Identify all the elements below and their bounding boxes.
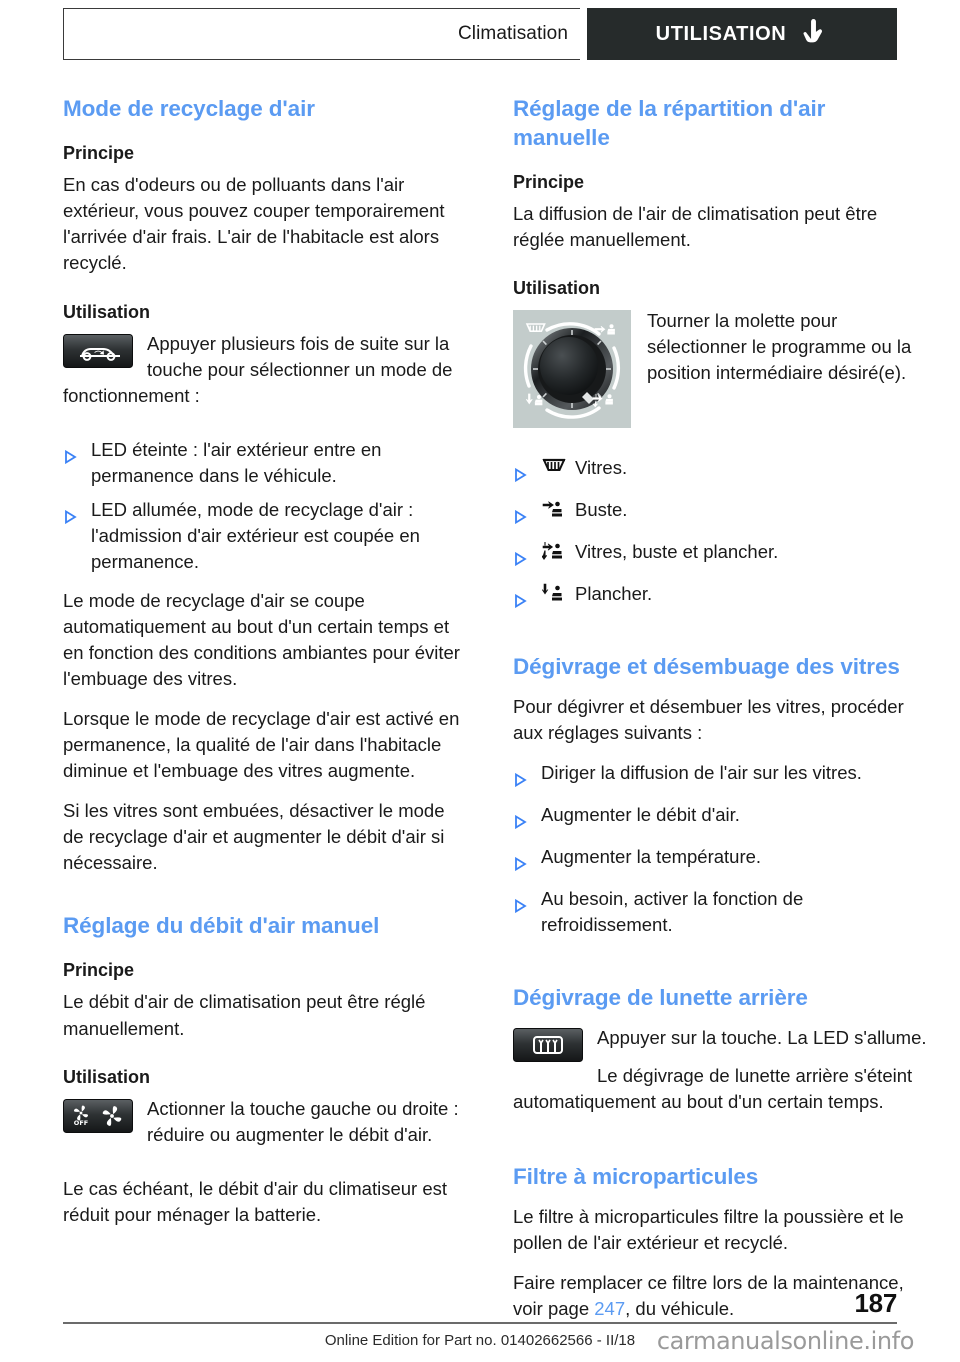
footer-divider bbox=[63, 1322, 897, 1324]
right-column bbox=[513, 95, 928, 1322]
bullet-label: Vitres, buste et plancher. bbox=[575, 540, 779, 562]
airflow-closing-text: Le cas échéant, le débit d'air du climatiseur est réduit pour ménager la batterie. bbox=[63, 1178, 448, 1226]
triangle-bullet-icon bbox=[513, 463, 527, 489]
list-item bbox=[63, 437, 468, 489]
triangle-bullet-icon bbox=[513, 589, 527, 615]
knob-text: Tourner la molette pour sélectionner le programme ou la position intermédiaire désiré(e). bbox=[647, 309, 912, 383]
triangle-bullet-icon bbox=[513, 547, 527, 573]
bullet-label: LED allumée, mode de recyclage d'air : l'admission d'air extérieur est coupée en permanence. bbox=[91, 499, 420, 573]
list-item bbox=[513, 760, 928, 794]
windscreen-defrost-icon bbox=[541, 457, 567, 475]
tab-utilisation-label: UTILISATION bbox=[655, 22, 787, 45]
principe-text-1: En cas d'odeurs ou de polluants dans l'air extérieur, vous pouvez couper temporairement l'arrivée d'air frais. L'air de l'habitacle est alors recyclé. bbox=[63, 174, 445, 274]
tab-utilisation[interactable] bbox=[587, 8, 897, 60]
principe-text-2: Le débit d'air de climatisation peut être réglé manuellement. bbox=[63, 991, 426, 1039]
subheading-principe-3: Principe bbox=[513, 171, 585, 192]
footer-edition-text: Online Edition for Part no. 01402662566 - II/18 bbox=[324, 1332, 636, 1349]
recirculation-button-text: Appuyer plusieurs fois de suite sur la touche pour sélectionner un mode de fonctionnement : bbox=[63, 332, 453, 407]
section-title-distribution: Réglage de la répartition d'air manuelle bbox=[513, 96, 826, 150]
subheading-principe-1: Principe bbox=[63, 142, 135, 163]
left-column bbox=[63, 95, 468, 1228]
recirculation-paragraph-3: Si les vitres sont embuées, désactiver le mode de recyclage d'air et augmenter le débit d'air si nécessaire. bbox=[63, 800, 445, 874]
air-recirculation-button-icon bbox=[63, 334, 133, 373]
page-header bbox=[63, 8, 897, 60]
list-item bbox=[513, 886, 928, 938]
bullet-label: Plancher. bbox=[575, 582, 653, 604]
breadcrumb bbox=[63, 8, 580, 60]
recirculation-paragraph-1: Le mode de recyclage d'air se coupe automatiquement au bout d'un certain temps et en fonction des conditions ambiantes pour éviter l'embuage des vitres. bbox=[63, 589, 460, 689]
triangle-bullet-icon bbox=[513, 505, 527, 531]
list-item bbox=[513, 539, 928, 573]
bullet-label: Vitres. bbox=[575, 456, 628, 478]
bullet-label: Augmenter la température. bbox=[541, 845, 762, 867]
triangle-bullet-icon bbox=[513, 768, 527, 794]
fan-speed-buttons-icon bbox=[63, 1099, 133, 1138]
section-title-airflow: Réglage du débit d'air manuel bbox=[63, 913, 380, 939]
svg-text:OFF: OFF bbox=[73, 1119, 89, 1128]
subheading-utilisation-2: Utilisation bbox=[63, 1066, 151, 1087]
triangle-bullet-icon bbox=[513, 810, 527, 836]
torso-vent-icon bbox=[541, 499, 567, 519]
section-title-filter: Filtre à microparticules bbox=[513, 1164, 759, 1190]
fan-button-text: Actionner la touche gauche ou droite : réduire ou augmenter le débit d'air. bbox=[147, 1098, 459, 1146]
filter-paragraph-2-before: Faire remplacer ce filtre lors de la maintenance, voir page bbox=[513, 1272, 904, 1320]
breadcrumb-label: Climatisation bbox=[457, 23, 568, 44]
subheading-utilisation-1: Utilisation bbox=[63, 301, 151, 322]
distribution-bullets bbox=[513, 455, 928, 615]
defrost-intro: Pour dégivrer et désembuer les vitres, procéder aux réglages suivants : bbox=[513, 695, 904, 743]
section-title-rear-defrost: Dégivrage de lunette arrière bbox=[513, 985, 808, 1011]
recirculation-bullets bbox=[63, 437, 468, 575]
page-reference-link[interactable]: 247 bbox=[594, 1298, 626, 1320]
list-item bbox=[513, 581, 928, 615]
filter-paragraph-1: Le filtre à microparticules filtre la poussière et le pollen de l'air extérieur et recyclé. bbox=[513, 1206, 904, 1254]
bullet-label: Augmenter le débit d'air. bbox=[541, 803, 740, 825]
principe-text-3: La diffusion de l'air de climatisation peut être réglée manuellement. bbox=[513, 202, 878, 251]
knob-block bbox=[513, 308, 928, 441]
windscreen-torso-floor-icon bbox=[541, 541, 567, 561]
recirculation-button-block bbox=[63, 331, 468, 409]
list-item bbox=[513, 802, 928, 836]
section-title-recirculation: Mode de recyclage d'air bbox=[63, 96, 315, 121]
bullet-label: Au besoin, activer la fonction de refroidissement. bbox=[541, 888, 804, 936]
subheading-principe-2: Principe bbox=[63, 960, 135, 981]
recirculation-paragraph-2: Lorsque le mode de recyclage d'air est activé en permanence, la qualité de l'air dans l'habitacle diminue et l'embuage des vitres augmente. bbox=[63, 707, 460, 781]
watermark: carmanualsonline.info bbox=[656, 1327, 914, 1355]
defrost-bullets bbox=[513, 760, 928, 938]
triangle-bullet-icon bbox=[63, 505, 77, 531]
list-item bbox=[63, 497, 468, 575]
list-item bbox=[513, 455, 928, 489]
section-title-defrost: Dégivrage et désembuage des vitres bbox=[513, 653, 900, 679]
pointing-hand-icon bbox=[802, 17, 828, 52]
subheading-utilisation-3: Utilisation bbox=[513, 278, 601, 299]
air-distribution-knob-icon bbox=[513, 310, 631, 433]
floor-vent-icon bbox=[541, 583, 567, 603]
rear-defroster-block bbox=[513, 1025, 928, 1115]
list-item bbox=[513, 497, 928, 531]
page-number: 187 bbox=[854, 1288, 897, 1318]
rear-defroster-line2: Le dégivrage de lunette arrière s'éteint automatiquement au bout d'un certain temps. bbox=[513, 1065, 913, 1113]
filter-paragraph-2-after: , du véhicule. bbox=[625, 1298, 735, 1320]
triangle-bullet-icon bbox=[513, 852, 527, 878]
list-item bbox=[513, 844, 928, 878]
bullet-label: Diriger la diffusion de l'air sur les vitres. bbox=[541, 761, 862, 783]
bullet-label: Buste. bbox=[575, 498, 628, 520]
triangle-bullet-icon bbox=[513, 894, 527, 920]
rear-window-defroster-button-icon bbox=[513, 1028, 583, 1067]
bullet-label: LED éteinte : l'air extérieur entre en permanence dans le véhicule. bbox=[91, 439, 382, 487]
rear-defroster-line1: Appuyer sur la touche. La LED s'allume. bbox=[597, 1026, 927, 1048]
fan-button-block bbox=[63, 1096, 468, 1148]
triangle-bullet-icon bbox=[63, 445, 77, 471]
